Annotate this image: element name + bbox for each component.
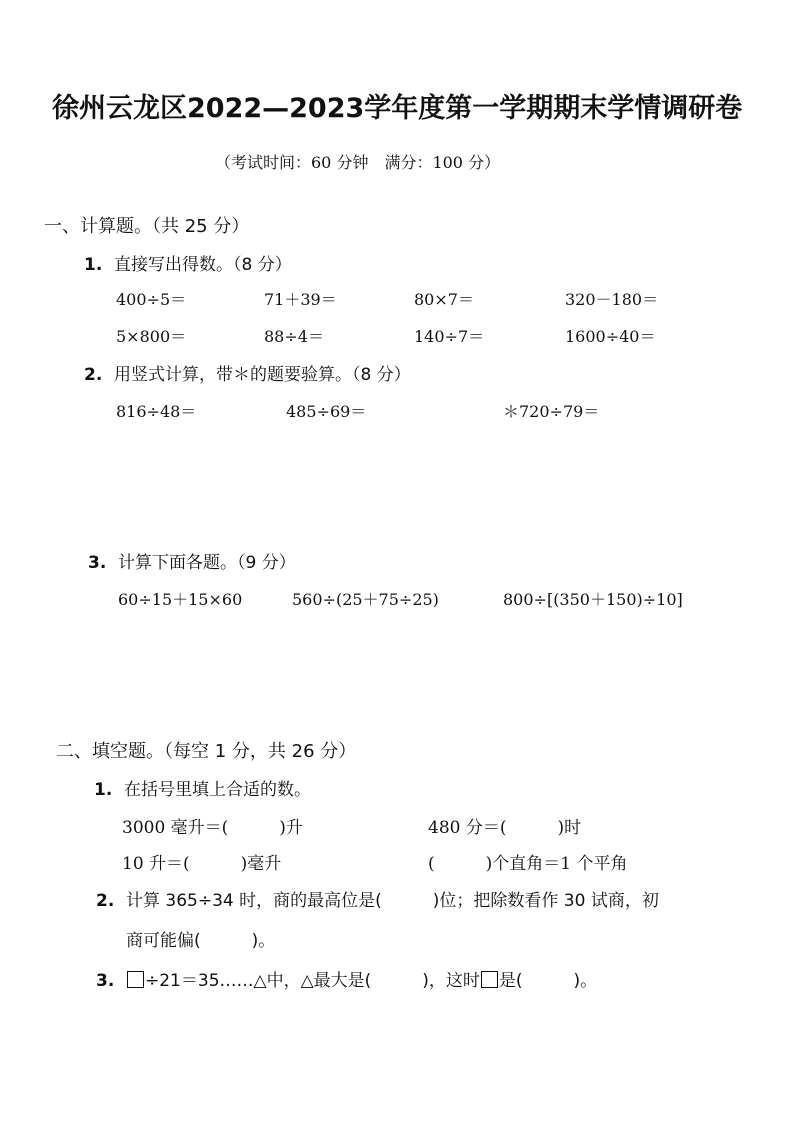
s1-q1-item-3: 80×7＝ bbox=[414, 290, 474, 309]
s1-q1-item-4: 320－180＝ bbox=[565, 290, 659, 309]
s2-q3 bbox=[96, 966, 597, 991]
s1-q3-item-1: 60÷15＋15×60 bbox=[118, 590, 243, 609]
s2-q2 bbox=[96, 886, 659, 911]
s1-q1 bbox=[84, 250, 292, 275]
s1-q3-item-3: 800÷[(350＋150)÷10] bbox=[503, 590, 683, 609]
s1-q1-item-7: 140÷7＝ bbox=[414, 327, 485, 346]
exam-info: （考试时间：60 分钟 满分：100 分） bbox=[215, 153, 501, 172]
s2-q1-blank-a: 3000 毫升＝( )升 bbox=[122, 818, 303, 838]
s1-q1-item-5: 5×800＝ bbox=[116, 327, 187, 346]
s2-q1-text: 在括号里填上合适的数。 bbox=[124, 780, 311, 800]
s1-q1-text: 直接写出得数。（8 分） bbox=[114, 255, 292, 275]
s1-q2-item-2: 485÷69＝ bbox=[286, 402, 367, 421]
s2-q1-blank-d: ( )个直角＝1 个平角 bbox=[428, 854, 628, 874]
s2-q1 bbox=[94, 775, 311, 800]
s2-q1-blank-b: 480 分＝( )时 bbox=[428, 818, 582, 838]
s1-q1-item-8: 1600÷40＝ bbox=[565, 327, 656, 346]
s2-q1-number: 1. bbox=[94, 780, 113, 800]
page-title: 徐州云龙区2022—2023学年度第一学期期末学情调研卷 bbox=[52, 93, 743, 124]
s1-q3-number: 3. bbox=[88, 553, 107, 573]
s1-q2-text: 用竖式计算，带＊的题要验算。（8 分） bbox=[114, 365, 411, 385]
s1-q1-item-1: 400÷5＝ bbox=[116, 290, 187, 309]
s1-q1-number: 1. bbox=[84, 255, 103, 275]
s1-q3-text: 计算下面各题。（9 分） bbox=[118, 553, 296, 573]
section-1-title: 一、计算题。（共 25 分） bbox=[44, 216, 250, 237]
section-2-title: 二、填空题。（每空 1 分，共 26 分） bbox=[56, 741, 357, 762]
s2-q2-line-2: 商可能偏( )。 bbox=[126, 931, 276, 951]
s1-q3-item-2: 560÷(25＋75÷25) bbox=[292, 590, 439, 609]
s2-q1-blank-c: 10 升＝( )毫升 bbox=[122, 854, 282, 874]
s2-q2-number: 2. bbox=[96, 891, 115, 911]
s2-q2-line-1: 计算 365÷34 时，商的最高位是( )位；把除数看作 30 试商，初 bbox=[126, 891, 659, 911]
s1-q2 bbox=[84, 360, 411, 385]
s2-q3-part-2: 是( )。 bbox=[498, 971, 598, 991]
s2-q3-number: 3. bbox=[96, 971, 115, 991]
answer-box-icon bbox=[481, 971, 498, 988]
s1-q1-item-6: 88÷4＝ bbox=[264, 327, 324, 346]
s1-q3 bbox=[88, 548, 296, 573]
s1-q1-item-2: 71＋39＝ bbox=[264, 290, 337, 309]
s2-q3-part-1: ÷21＝35……△中，△最大是( )，这时 bbox=[145, 971, 480, 991]
s1-q2-item-1: 816÷48＝ bbox=[116, 402, 197, 421]
s1-q2-item-3: ＊720÷79＝ bbox=[503, 402, 600, 421]
answer-box-icon bbox=[127, 971, 144, 988]
s1-q2-number: 2. bbox=[84, 365, 103, 385]
